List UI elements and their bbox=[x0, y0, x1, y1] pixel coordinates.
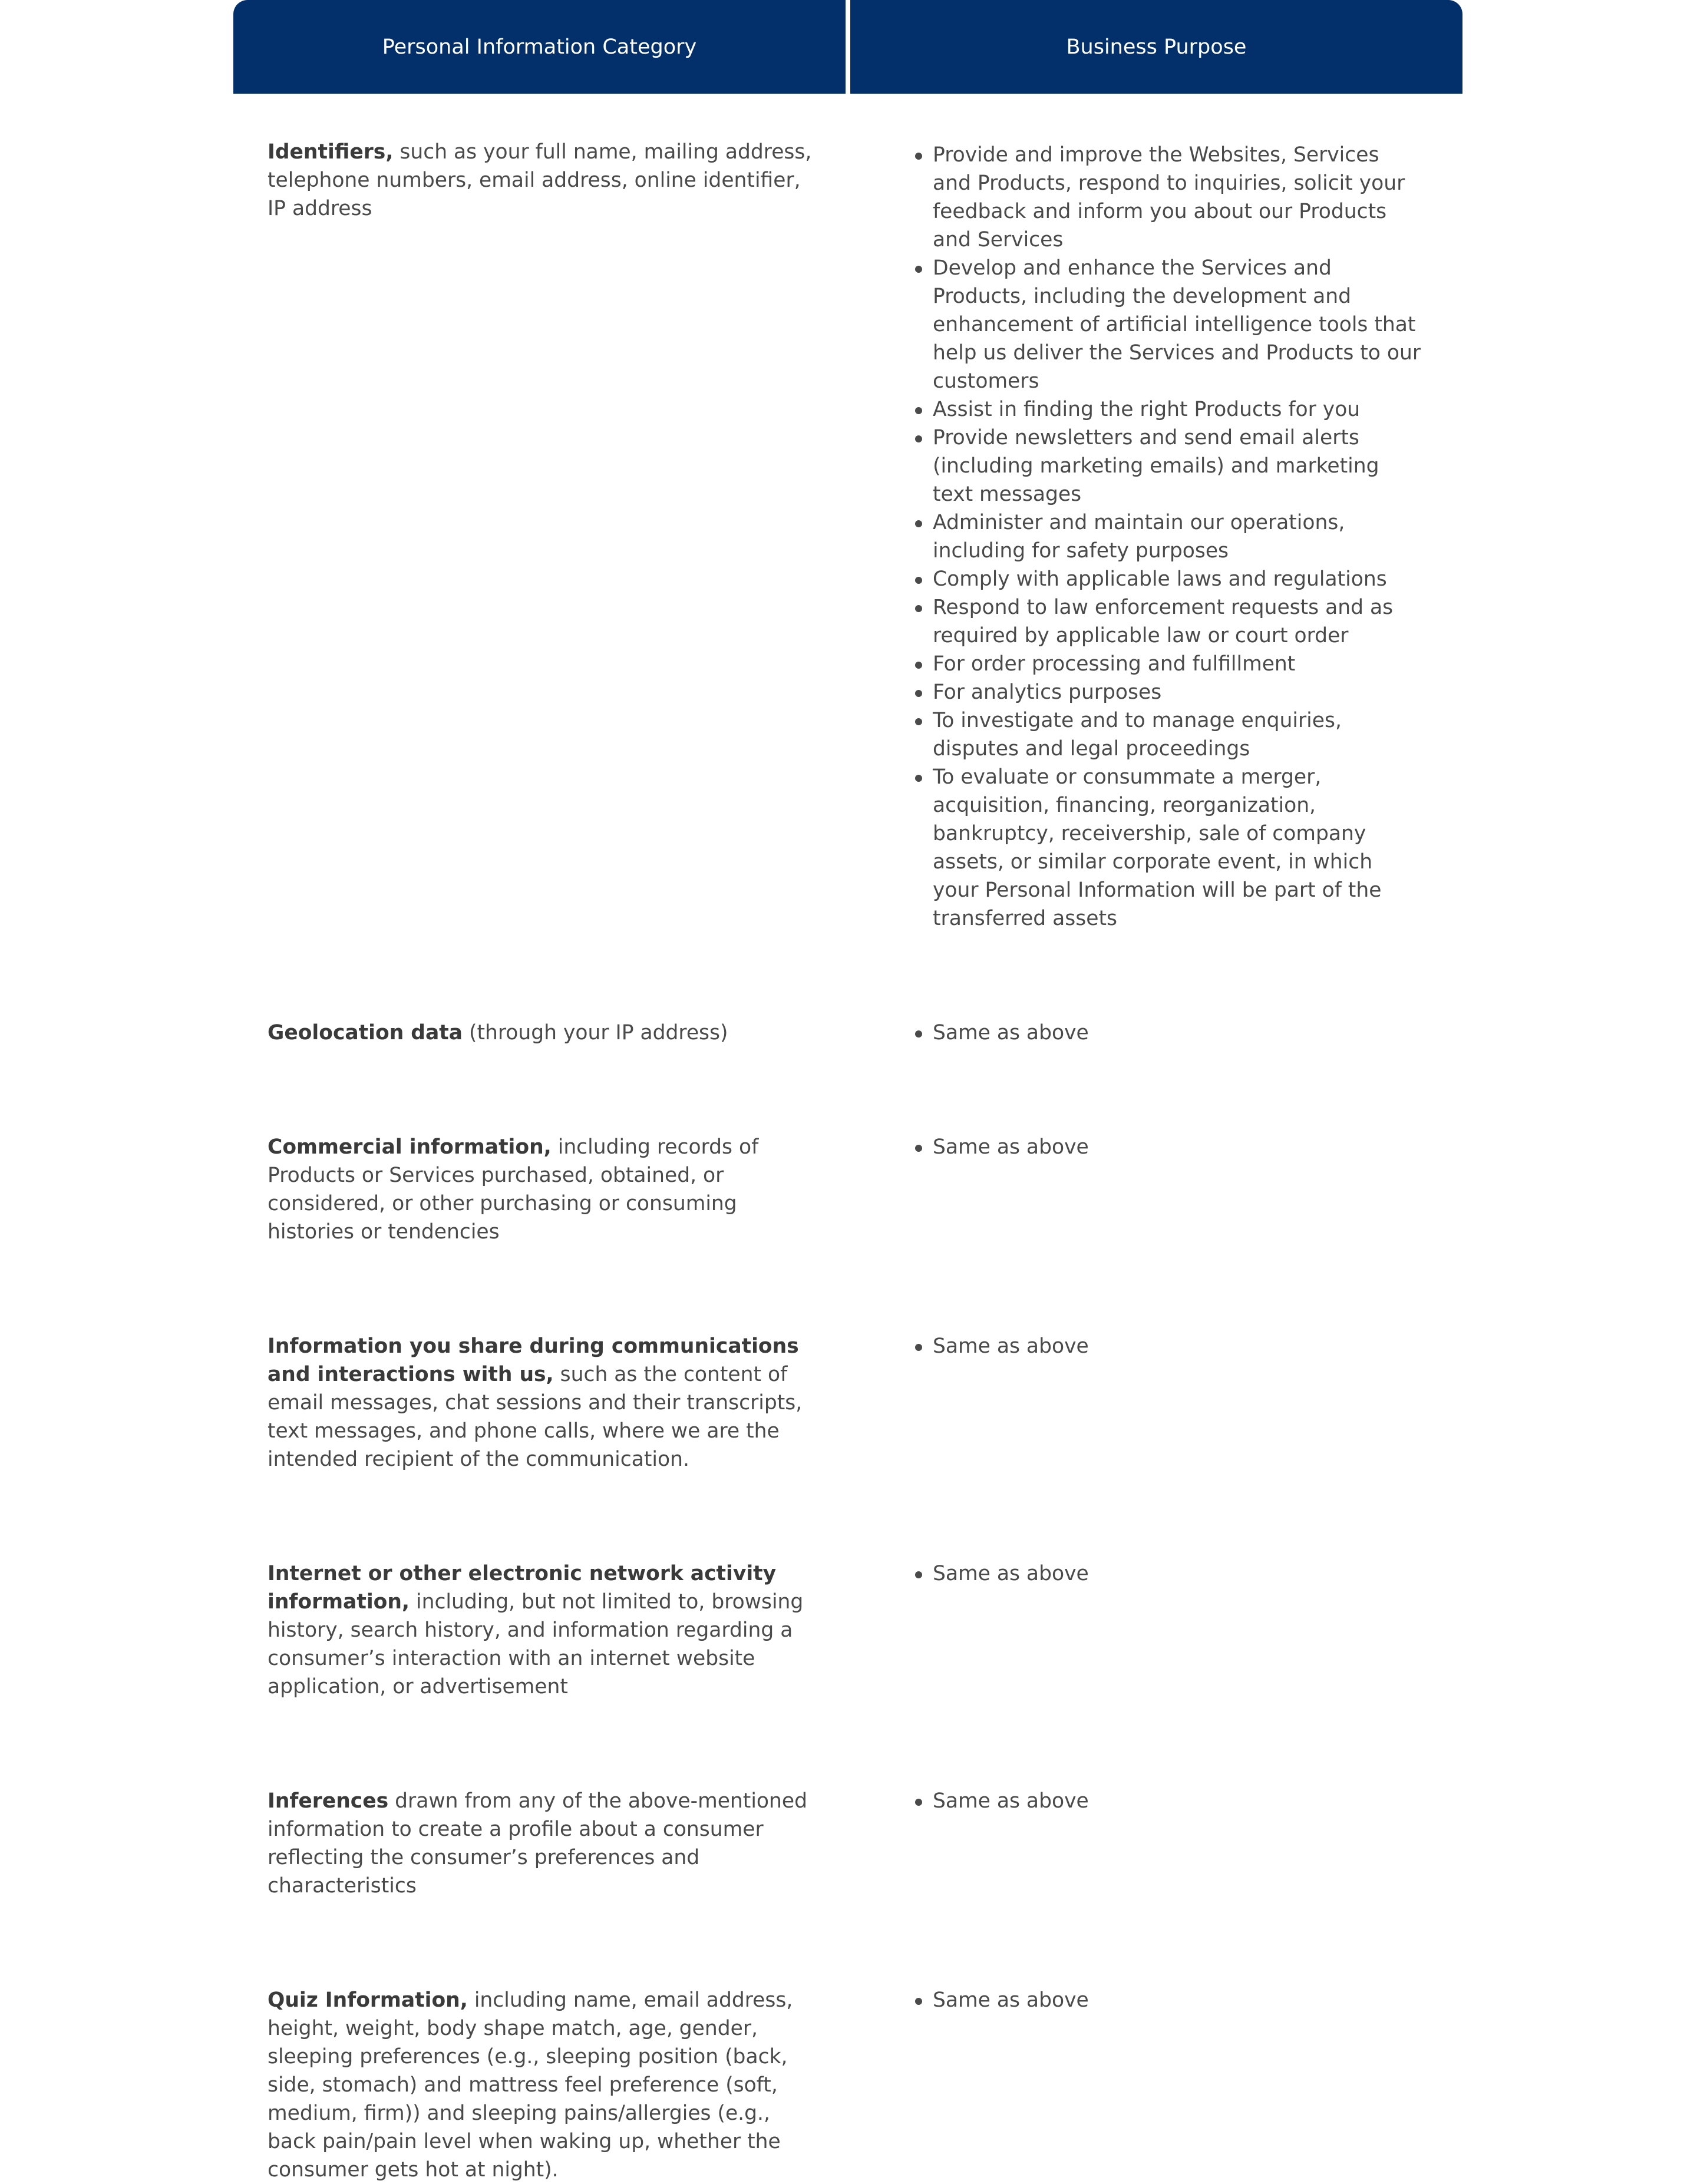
category-cell bbox=[233, 1787, 850, 1900]
category-title: Information you share during communications and interactions with us, bbox=[268, 1334, 799, 1386]
purpose-list bbox=[933, 141, 1421, 933]
category-title: Inferences bbox=[268, 1789, 389, 1813]
list-item: Provide newsletters and send email alerts (including marketing emails) and marketing text messages bbox=[933, 424, 1421, 508]
purpose-list bbox=[933, 1133, 1421, 1161]
purpose-list bbox=[933, 1787, 1421, 1815]
purpose-cell bbox=[850, 1787, 1462, 1900]
category-cell bbox=[233, 1133, 850, 1246]
list-item: To investigate and to manage enquiries, disputes and legal proceedings bbox=[933, 706, 1421, 763]
list-item: Same as above bbox=[933, 1986, 1421, 2014]
category-cell bbox=[233, 1986, 850, 2184]
list-item: For analytics purposes bbox=[933, 678, 1421, 706]
purpose-list bbox=[933, 1986, 1421, 2014]
category-description: (through your IP address) bbox=[463, 1021, 728, 1045]
category-description: including name, email address, height, weight, body shape match, age, gender, sleeping preferences (e.g., sleeping position (back, side, stomach) and mattress feel preference (soft, medium, firm)) and sleeping pains/allergies (e.g., back pain/pain level when waking up, whether the consumer gets hot at night). bbox=[268, 1988, 793, 2182]
purpose-cell bbox=[850, 138, 1462, 933]
category-description: drawn from any of the above-mentioned information to create a profile about a consumer reflecting the consumer’s preferences and characteristics bbox=[268, 1789, 808, 1898]
category-title: Internet or other electronic network activity information, bbox=[268, 1562, 777, 1614]
table-row-geolocation bbox=[233, 1019, 1462, 1047]
purpose-cell bbox=[850, 1019, 1462, 1047]
table-row-identifiers bbox=[233, 138, 1462, 933]
list-item: Same as above bbox=[933, 1787, 1421, 1815]
table-row-quiz-information bbox=[233, 1986, 1462, 2184]
list-item: To evaluate or consummate a merger, acquisition, financing, reorganization, bankruptcy, receivership, sale of company assets, or similar corporate event, in which your Personal Information will be part of the transferred assets bbox=[933, 763, 1421, 933]
category-description: such as your full name, mailing address, telephone numbers, email address, online identifier, IP address bbox=[268, 140, 812, 220]
list-item: For order processing and fulfillment bbox=[933, 650, 1421, 678]
purpose-cell bbox=[850, 1332, 1462, 1473]
purpose-list bbox=[933, 1019, 1421, 1047]
purpose-list bbox=[933, 1332, 1421, 1360]
table-row-commercial-information bbox=[233, 1133, 1462, 1246]
purpose-cell bbox=[850, 1559, 1462, 1701]
table-header-row bbox=[233, 0, 1462, 94]
table-row-inferences bbox=[233, 1787, 1462, 1900]
category-title: Identifiers, bbox=[268, 140, 394, 164]
table-row-communications bbox=[233, 1332, 1462, 1473]
category-cell bbox=[233, 138, 850, 933]
table-row-internet-activity bbox=[233, 1559, 1462, 1701]
category-description: such as the content of email messages, chat sessions and their transcripts, text messages, and phone calls, where we are the intended recipient of the communication. bbox=[268, 1363, 803, 1471]
list-item: Develop and enhance the Services and Products, including the development and enhancement of artificial intelligence tools that help us deliver the Services and Products to our customers bbox=[933, 254, 1421, 395]
list-item: Same as above bbox=[933, 1559, 1421, 1588]
category-cell bbox=[233, 1332, 850, 1473]
list-item: Same as above bbox=[933, 1019, 1421, 1047]
purpose-cell bbox=[850, 1133, 1462, 1246]
list-item: Administer and maintain our operations, including for safety purposes bbox=[933, 508, 1421, 565]
category-title: Commercial information, bbox=[268, 1135, 552, 1159]
list-item: Comply with applicable laws and regulations bbox=[933, 565, 1421, 593]
list-item: Same as above bbox=[933, 1133, 1421, 1161]
list-item: Respond to law enforcement requests and as required by applicable law or court order bbox=[933, 593, 1421, 650]
purpose-list bbox=[933, 1559, 1421, 1588]
list-item: Provide and improve the Websites, Services and Products, respond to inquiries, solicit your feedback and inform you about our Products and Services bbox=[933, 141, 1421, 254]
personal-information-table bbox=[233, 0, 1462, 2184]
category-description: including, but not limited to, browsing history, search history, and information regarding a consumer’s interaction with an internet website application, or advertisement bbox=[268, 1590, 804, 1699]
category-description: including records of Products or Services purchased, obtained, or considered, or other purchasing or consuming histories or tendencies bbox=[268, 1135, 759, 1244]
category-title: Geolocation data bbox=[268, 1021, 463, 1045]
category-cell bbox=[233, 1019, 850, 1047]
header-personal-information-category: Personal Information Category bbox=[233, 0, 846, 94]
category-cell bbox=[233, 1559, 850, 1701]
purpose-cell bbox=[850, 1986, 1462, 2184]
list-item: Same as above bbox=[933, 1332, 1421, 1360]
list-item: Assist in finding the right Products for you bbox=[933, 395, 1421, 424]
category-title: Quiz Information, bbox=[268, 1988, 468, 2012]
header-business-purpose: Business Purpose bbox=[850, 0, 1462, 94]
